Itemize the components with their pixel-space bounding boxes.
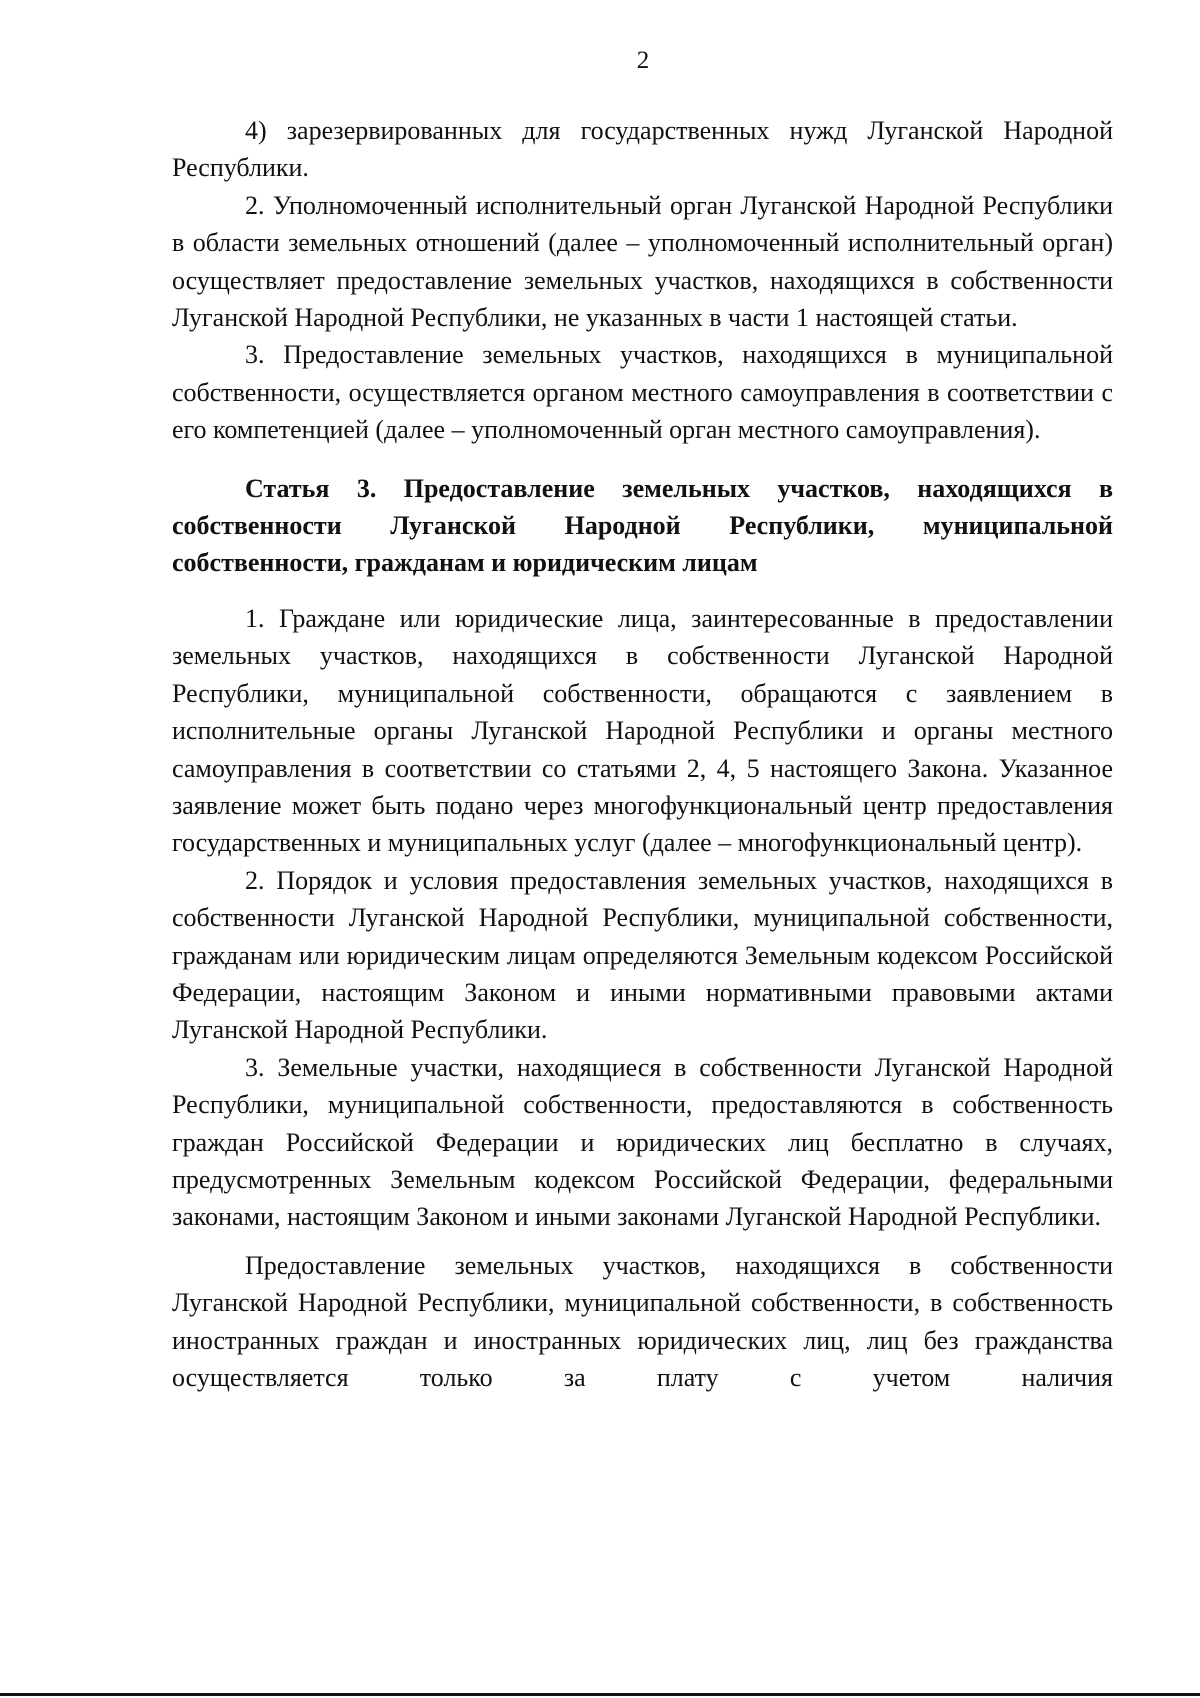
article3-heading: Статья 3. Предоставление земельных участков, находящихся в собственности Луганской Народной Республики, муниципальной собственности, гражданам и юридическим лицам — [172, 473, 1113, 578]
page-bottom-rule — [0, 1693, 1200, 1696]
paragraph-part2-point2: 2. Уполномоченный исполнительный орган Луганской Народной Республики в области земельных отношений (далее – уполномоченный исполнительный орган) осуществляет предоставление земельных участков, находящихся в собственности Луганской Народной Республики, не указанных в части 1 настоящей статьи. — [172, 190, 1113, 333]
paragraph-article3-point3: 3. Земельные участки, находящиеся в собственности Луганской Народной Республики, муниципальной собственности, предоставляются в собственность граждан Российской Федерации и юридических лиц бесплатно в случаях, предусмотренных Земельным кодексом Российской Федерации, федеральными законами, настоящим Законом и иными законами Луганской Народной Республики. — [172, 1052, 1113, 1232]
paragraph-article3-point2: 2. Порядок и условия предоставления земельных участков, находящихся в собственности Луганской Народной Республики, муниципальной собственности, гражданам или юридическим лицам определяются Земельным кодексом Российской Федерации, настоящим Законом и иными нормативными правовыми актами Луганской Народной Республики. — [172, 865, 1113, 1045]
paragraph-part2-item4: 4) зарезервированных для государственных нужд Луганской Народной Республики. — [172, 116, 1113, 183]
document-body — [172, 112, 1113, 1396]
paragraph-part2-point3: 3. Предоставление земельных участков, находящихся в муниципальной собственности, осуществляется органом местного самоуправления в соответствии с его компетенцией (далее – уполномоченный орган местного самоуправления). — [172, 340, 1113, 445]
paragraph-article3-point1: 1. Граждане или юридические лица, заинтересованные в предоставлении земельных участков, находящихся в собственности Луганской Народной Республики, муниципальной собственности, обращаются с заявлением в исполнительные органы Луганской Народной Республики и органы местного самоуправления в соответствии со статьями 2, 4, 5 настоящего Закона. Указанное заявление может быть подано через многофункциональный центр предоставления государственных и муниципальных услуг (далее – многофункциональный центр). — [172, 603, 1113, 858]
paragraph-article3-point3-continued: Предоставление земельных участков, находящихся в собственности Луганской Народной Республики, муниципальной собственности, в собственность иностранных граждан и иностранных юридических лиц, лиц без гражданства осуществляется только за плату с учетом наличия — [172, 1250, 1113, 1392]
page-number: 2 — [636, 47, 650, 74]
